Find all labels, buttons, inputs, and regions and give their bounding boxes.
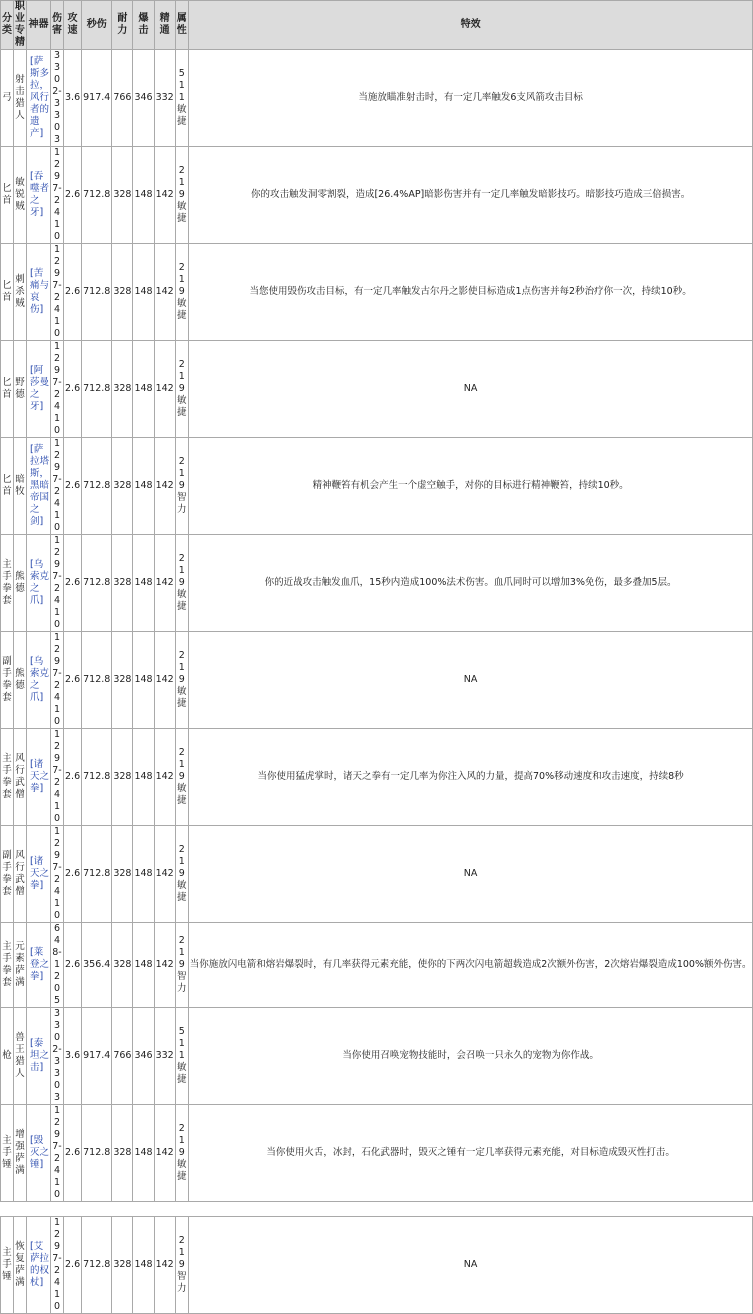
cell-speed: 2.6 bbox=[64, 438, 82, 535]
table-row bbox=[1, 341, 753, 438]
cell-mastery: 142 bbox=[154, 147, 175, 244]
cell-damage: 3302-3303 bbox=[52, 50, 62, 145]
cell-mastery: 332 bbox=[154, 1008, 175, 1105]
table-row bbox=[1, 632, 753, 729]
cell-stamina: 328 bbox=[112, 147, 133, 244]
cell-spec: 风行武僧 bbox=[14, 729, 27, 826]
cell-dps: 356.4 bbox=[82, 923, 112, 1008]
cell-damage: 3302-3303 bbox=[52, 1008, 62, 1103]
cell-speed: 3.6 bbox=[64, 50, 82, 147]
cell-mastery: 142 bbox=[154, 244, 175, 341]
cell-crit: 148 bbox=[133, 1105, 154, 1202]
cell-mastery: 142 bbox=[154, 729, 175, 826]
cell-type: 副手拳套 bbox=[1, 826, 14, 923]
cell-dps: 712.8 bbox=[82, 244, 112, 341]
cell-attr: 219敏捷 bbox=[175, 147, 188, 244]
cell-dps: 712.8 bbox=[82, 1217, 112, 1314]
cell-spec: 兽王猎人 bbox=[14, 1008, 27, 1105]
cell-speed: 2.6 bbox=[64, 147, 82, 244]
table-row bbox=[1, 826, 753, 923]
cell-attr: 219敏捷 bbox=[175, 535, 188, 632]
table-row bbox=[1, 1008, 753, 1105]
cell-dps: 712.8 bbox=[82, 535, 112, 632]
cell-speed: 2.6 bbox=[64, 923, 82, 1008]
cell-damage: 1297-2410 bbox=[52, 729, 62, 824]
cell-dps: 712.8 bbox=[82, 632, 112, 729]
cell-spec: 暗牧 bbox=[14, 438, 27, 535]
artifact-link[interactable]: [毁灭之锤] bbox=[27, 1105, 51, 1202]
cell-crit: 346 bbox=[133, 1008, 154, 1105]
cell-dps: 712.8 bbox=[82, 729, 112, 826]
cell-dps: 712.8 bbox=[82, 147, 112, 244]
artifact-link[interactable]: [吞噬者之牙] bbox=[27, 147, 51, 244]
artifact-link[interactable]: [诸天之拳] bbox=[27, 729, 51, 826]
artifact-link[interactable]: [乌索克之爪] bbox=[27, 535, 51, 632]
cell-spec: 元素萨满 bbox=[14, 923, 27, 1008]
cell-mastery: 332 bbox=[154, 50, 175, 147]
header-attr: 属性 bbox=[175, 1, 188, 50]
cell-effect: NA bbox=[188, 341, 753, 438]
cell-attr: 219敏捷 bbox=[175, 1105, 188, 1202]
cell-damage: 648-1205 bbox=[52, 923, 62, 1006]
cell-stamina: 328 bbox=[112, 826, 133, 923]
header-effect: 特效 bbox=[188, 1, 753, 50]
header-artifact: 神器 bbox=[27, 1, 51, 50]
cell-crit: 148 bbox=[133, 535, 154, 632]
cell-speed: 2.6 bbox=[64, 729, 82, 826]
cell-type: 弓 bbox=[1, 50, 14, 147]
cell-damage: 1297-2410 bbox=[52, 1105, 62, 1200]
cell-attr: 219敏捷 bbox=[175, 341, 188, 438]
cell-spec: 风行武僧 bbox=[14, 826, 27, 923]
cell-damage: 1297-2410 bbox=[52, 826, 62, 921]
artifact-link[interactable]: [乌索克之爪] bbox=[27, 632, 51, 729]
table-body bbox=[1, 50, 753, 1314]
table-header-row bbox=[1, 1, 753, 50]
cell-mastery: 142 bbox=[154, 438, 175, 535]
cell-attr: 219敏捷 bbox=[175, 632, 188, 729]
cell-spec: 熊德 bbox=[14, 535, 27, 632]
cell-damage: 1297-2410 bbox=[52, 1217, 62, 1312]
table-row bbox=[1, 923, 753, 1008]
cell-spec: 恢复萨满 bbox=[14, 1217, 27, 1314]
cell-crit: 148 bbox=[133, 244, 154, 341]
cell-spec: 野德 bbox=[14, 341, 27, 438]
cell-stamina: 328 bbox=[112, 923, 133, 1008]
header-mastery: 精通 bbox=[154, 1, 175, 50]
cell-dps: 712.8 bbox=[82, 1105, 112, 1202]
cell-stamina: 328 bbox=[112, 341, 133, 438]
cell-stamina: 328 bbox=[112, 535, 133, 632]
cell-speed: 2.6 bbox=[64, 1217, 82, 1314]
table-gap bbox=[1, 1202, 753, 1217]
header-damage: 伤害 bbox=[51, 1, 64, 50]
cell-stamina: 766 bbox=[112, 50, 133, 147]
table-row bbox=[1, 50, 753, 147]
cell-type: 匕首 bbox=[1, 341, 14, 438]
cell-mastery: 142 bbox=[154, 1105, 175, 1202]
cell-speed: 2.6 bbox=[64, 535, 82, 632]
cell-type: 匕首 bbox=[1, 244, 14, 341]
cell-effect: 当你使用猛虎掌时，诸天之拳有一定几率为你注入风的力量，提高70%移动速度和攻击速度，持续8秒 bbox=[188, 729, 753, 826]
header-spec: 职业专精 bbox=[15, 1, 25, 48]
cell-mastery: 142 bbox=[154, 826, 175, 923]
cell-effect: 当你施放闪电箭和熔岩爆裂时，有几率获得元素充能，使你的下两次闪电箭超载造成2次额外伤害，2次熔岩爆裂造成100%额外伤害。 bbox=[188, 923, 753, 1008]
cell-attr: 219智力 bbox=[175, 1217, 188, 1314]
artifact-link[interactable]: [萨拉塔斯，黑暗帝国之剑] bbox=[27, 438, 51, 535]
artifact-link[interactable]: [艾萨拉的权杖] bbox=[27, 1217, 51, 1314]
header-dps: 秒伤 bbox=[82, 1, 112, 50]
cell-speed: 3.6 bbox=[64, 1008, 82, 1105]
cell-crit: 148 bbox=[133, 438, 154, 535]
cell-speed: 2.6 bbox=[64, 632, 82, 729]
artifact-link[interactable]: [泰坦之击] bbox=[27, 1008, 51, 1105]
cell-effect: NA bbox=[188, 826, 753, 923]
artifact-link[interactable]: [阿莎曼之牙] bbox=[27, 341, 51, 438]
header-speed: 攻速 bbox=[64, 1, 82, 50]
table-row bbox=[1, 1217, 753, 1314]
cell-damage: 1297-2410 bbox=[52, 632, 62, 727]
cell-effect: 你的近战攻击触发血爪，15秒内造成100%法术伤害。血爪同时可以增加3%免伤，最多叠加5层。 bbox=[188, 535, 753, 632]
gap-cell bbox=[1, 1202, 753, 1217]
cell-type: 主手拳套 bbox=[1, 923, 14, 1008]
cell-mastery: 142 bbox=[154, 1217, 175, 1314]
cell-type: 副手拳套 bbox=[1, 632, 14, 729]
cell-damage: 1297-2410 bbox=[52, 147, 62, 242]
artifact-link[interactable]: [诸天之拳] bbox=[27, 826, 51, 923]
cell-dps: 712.8 bbox=[82, 826, 112, 923]
cell-damage: 1297-2410 bbox=[52, 438, 62, 533]
cell-type: 匕首 bbox=[1, 147, 14, 244]
table-row bbox=[1, 1105, 753, 1202]
cell-speed: 2.6 bbox=[64, 826, 82, 923]
cell-stamina: 766 bbox=[112, 1008, 133, 1105]
cell-crit: 148 bbox=[133, 1217, 154, 1314]
cell-damage: 1297-2410 bbox=[52, 244, 62, 339]
cell-spec: 增强萨满 bbox=[14, 1105, 27, 1202]
cell-dps: 917.4 bbox=[82, 50, 112, 147]
cell-spec: 刺杀贼 bbox=[14, 244, 27, 341]
cell-attr: 219智力 bbox=[175, 438, 188, 535]
cell-spec: 射击猎人 bbox=[14, 50, 27, 147]
cell-speed: 2.6 bbox=[64, 244, 82, 341]
header-stamina: 耐力 bbox=[112, 1, 133, 50]
cell-speed: 2.6 bbox=[64, 341, 82, 438]
header-type: 分类 bbox=[1, 1, 14, 50]
cell-stamina: 328 bbox=[112, 1105, 133, 1202]
cell-effect: 当你使用火舌，冰封，石化武器时，毁灭之锤有一定几率获得元素充能，对目标造成毁灭性打击。 bbox=[188, 1105, 753, 1202]
cell-crit: 346 bbox=[133, 50, 154, 147]
cell-crit: 148 bbox=[133, 341, 154, 438]
cell-speed: 2.6 bbox=[64, 1105, 82, 1202]
cell-attr: 511敏捷 bbox=[175, 1008, 188, 1105]
cell-dps: 917.4 bbox=[82, 1008, 112, 1105]
artifact-link[interactable]: [莱登之拳] bbox=[27, 923, 51, 1008]
table-row bbox=[1, 147, 753, 244]
cell-dps: 712.8 bbox=[82, 341, 112, 438]
cell-effect: NA bbox=[188, 1217, 753, 1314]
cell-attr: 511敏捷 bbox=[175, 50, 188, 147]
table-row bbox=[1, 438, 753, 535]
cell-stamina: 328 bbox=[112, 632, 133, 729]
cell-stamina: 328 bbox=[112, 438, 133, 535]
cell-attr: 219智力 bbox=[175, 923, 188, 1008]
cell-crit: 148 bbox=[133, 729, 154, 826]
table-row bbox=[1, 535, 753, 632]
cell-spec: 熊德 bbox=[14, 632, 27, 729]
artifact-link[interactable]: [萨斯多拉，风行者的遗产] bbox=[27, 50, 51, 147]
cell-type: 匕首 bbox=[1, 438, 14, 535]
cell-crit: 148 bbox=[133, 826, 154, 923]
cell-effect: 当您使用毁伤攻击目标，有一定几率触发古尔丹之影使目标造成1点伤害并每2秒治疗你一次，持续10秒。 bbox=[188, 244, 753, 341]
cell-effect: 精神鞭笞有机会产生一个虚空触手，对你的目标进行精神鞭笞，持续10秒。 bbox=[188, 438, 753, 535]
cell-attr: 219敏捷 bbox=[175, 826, 188, 923]
cell-mastery: 142 bbox=[154, 341, 175, 438]
cell-dps: 712.8 bbox=[82, 438, 112, 535]
cell-crit: 148 bbox=[133, 632, 154, 729]
cell-mastery: 142 bbox=[154, 632, 175, 729]
cell-crit: 148 bbox=[133, 923, 154, 1008]
cell-type: 枪 bbox=[1, 1008, 14, 1105]
cell-mastery: 142 bbox=[154, 923, 175, 1008]
table-row bbox=[1, 729, 753, 826]
cell-crit: 148 bbox=[133, 147, 154, 244]
cell-mastery: 142 bbox=[154, 535, 175, 632]
cell-effect: 当你使用召唤宠物技能时，会召唤一只永久的宠物为你作战。 bbox=[188, 1008, 753, 1105]
cell-spec: 敏锐贼 bbox=[14, 147, 27, 244]
cell-type: 主手拳套 bbox=[1, 729, 14, 826]
table-row bbox=[1, 244, 753, 341]
cell-damage: 1297-2410 bbox=[52, 341, 62, 436]
cell-damage: 1297-2410 bbox=[52, 535, 62, 630]
cell-stamina: 328 bbox=[112, 244, 133, 341]
cell-stamina: 328 bbox=[112, 1217, 133, 1314]
cell-type: 主手拳套 bbox=[1, 535, 14, 632]
artifact-link[interactable]: [苦痛与哀伤] bbox=[27, 244, 51, 341]
cell-type: 主手锤 bbox=[1, 1217, 14, 1314]
cell-type: 主手锤 bbox=[1, 1105, 14, 1202]
cell-stamina: 328 bbox=[112, 729, 133, 826]
cell-effect: NA bbox=[188, 632, 753, 729]
cell-effect: 你的攻击触发洞零割裂，造成[26.4%AP]暗影伤害并有一定几率触发暗影技巧。暗影技巧造成三倍损害。 bbox=[188, 147, 753, 244]
cell-attr: 219敏捷 bbox=[175, 244, 188, 341]
header-crit: 爆击 bbox=[133, 1, 154, 50]
cell-effect: 当施放瞄准射击时，有一定几率触发6支风箭攻击目标 bbox=[188, 50, 753, 147]
cell-attr: 219敏捷 bbox=[175, 729, 188, 826]
